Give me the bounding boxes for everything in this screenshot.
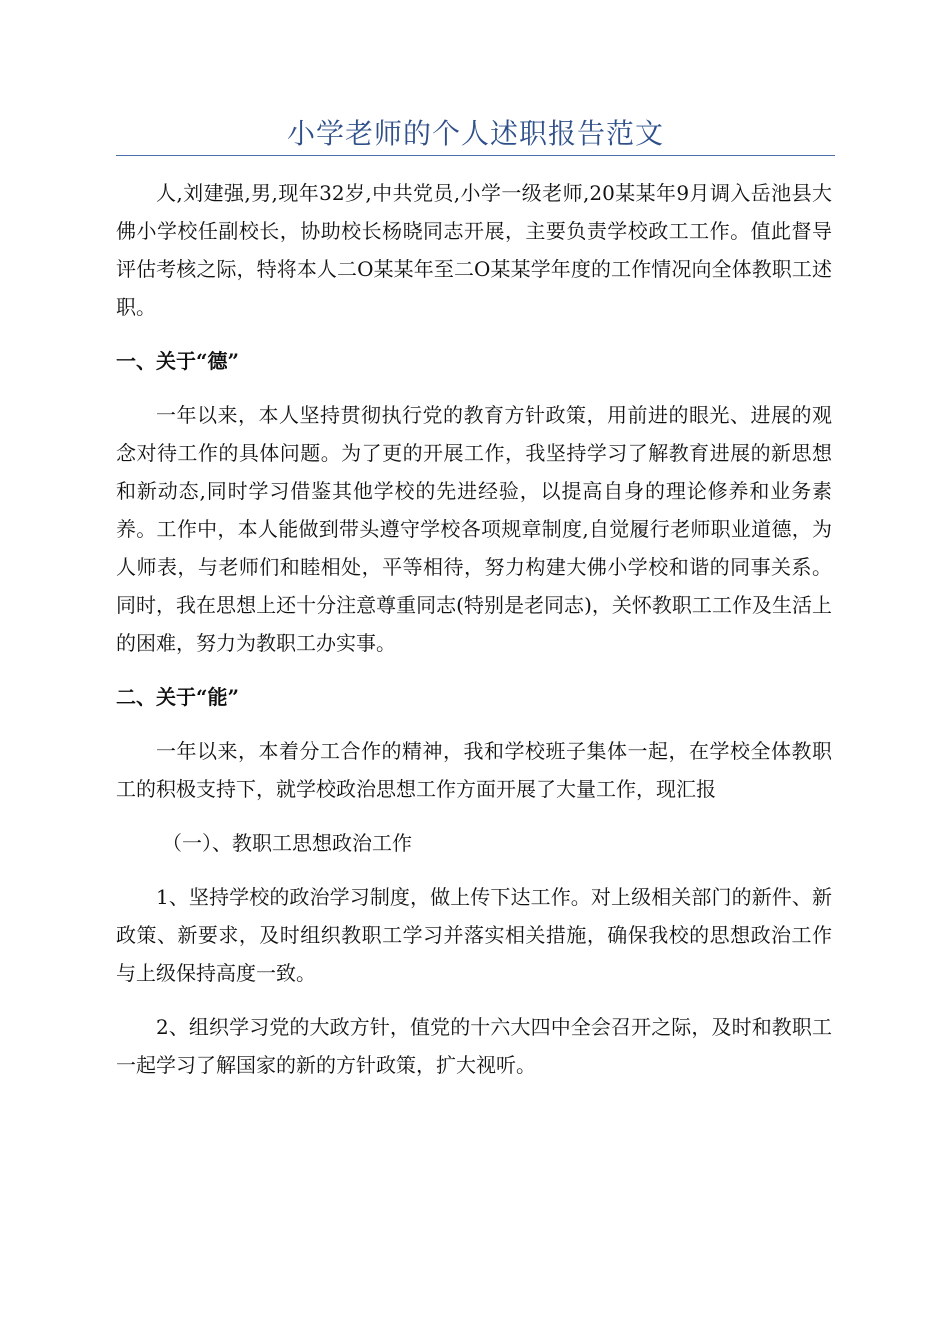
title-underline: [116, 155, 835, 156]
document-title: 小学老师的个人述职报告范文: [286, 117, 664, 150]
list-item-1: 1、坚持学校的政治学习制度，做上传下达工作。对上级相关部门的新件、新政策、新要求，及时组织教职工学习并落实相关措施，确保我校的思想政治工作与上级保持高度一致。: [116, 885, 832, 985]
intro-paragraph: 人,刘建强,男,现年32岁,中共党员,小学一级老师,20某某年9月调入岳池县大佛小学校任副校长，协助校长杨晓同志开展，主要负责学校政工工作。值此督导评估考核之际，特将本人二O某某年至二O某某学年度的工作情况向全体教职工述职。: [116, 181, 832, 319]
subsection-heading: （一）、教职工思想政治工作: [162, 831, 412, 855]
section-de-paragraph: 一年以来，本人坚持贯彻执行党的教育方针政策，用前进的眼光、进展的观念对待工作的具体问题。为了更的开展工作，我坚持学习了解教育进展的新思想和新动态,同时学习借鉴其他学校的先进经验，以提高自身的理论修养和业务素养。工作中，本人能做到带头遵守学校各项规章制度,自觉履行老师职业道德，为人师表，与老师们和睦相处，平等相待，努力构建大佛小学校和谐的同事关系。同时，我在思想上还十分注意尊重同志(特别是老同志)，关怀教职工工作及生活上的困难，努力为教职工办实事。: [116, 403, 832, 655]
list-item-2: 2、组织学习党的大政方针，值党的十六大四中全会召开之际，及时和教职工一起学习了解国家的新的方针政策，扩大视听。: [116, 1015, 832, 1077]
section-heading-de: 一、关于“德”: [116, 349, 240, 373]
section-heading-neng: 二、关于“能”: [116, 685, 240, 709]
document-body: [116, 174, 832, 1084]
section-neng-paragraph: 一年以来，本着分工合作的精神，我和学校班子集体一起，在学校全体教职工的积极支持下，就学校政治思想工作方面开展了大量工作，现汇报: [116, 739, 832, 801]
